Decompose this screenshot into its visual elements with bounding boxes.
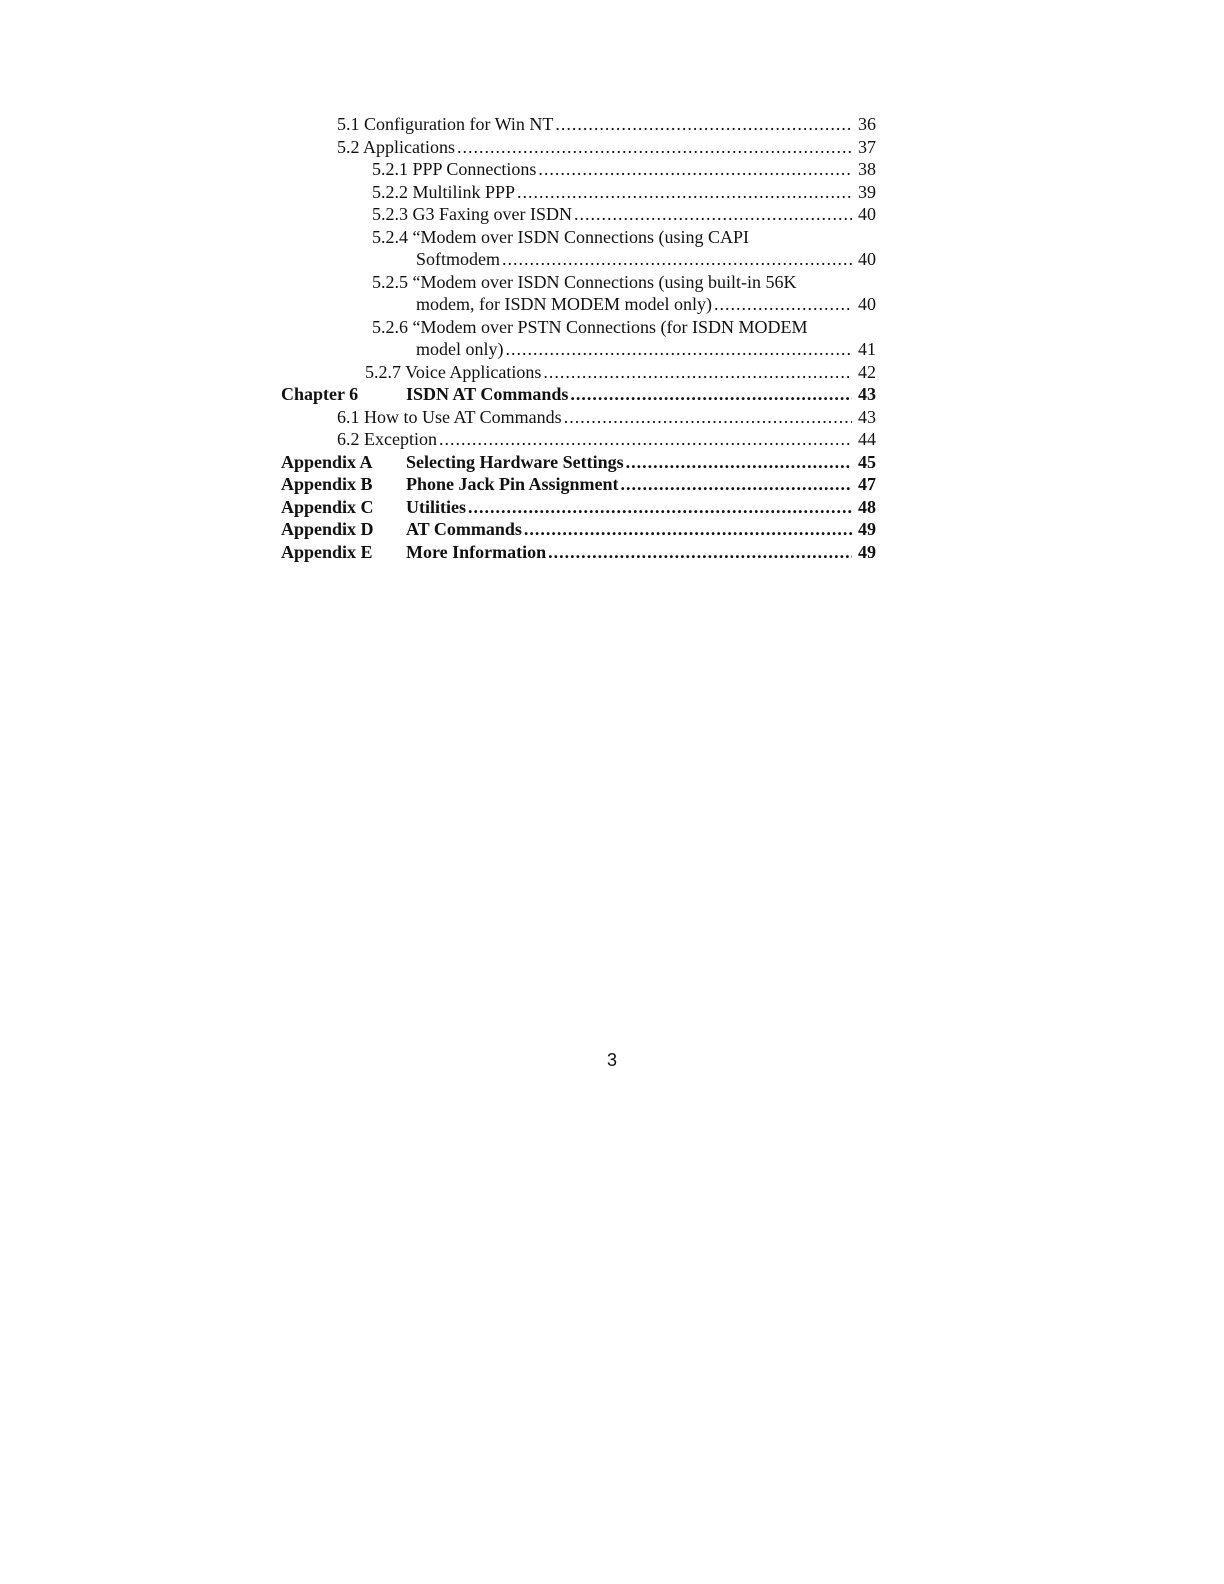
toc-entry-title: 5.2.6 “Modem over PSTN Connections (for ISDN MODEM [372, 316, 808, 337]
dot-leader [439, 428, 852, 451]
toc-entry [281, 226, 876, 249]
dot-leader [555, 113, 852, 136]
toc-entry-title: Utilities [406, 496, 466, 517]
dot-leader [621, 473, 852, 496]
page-number: 3 [606, 1050, 617, 1070]
dot-leader [574, 203, 852, 226]
toc-entry-continuation [281, 293, 876, 316]
toc-entry-title: model only) [416, 339, 504, 359]
toc-appendix-entry [281, 541, 876, 564]
toc-appendix-entry [281, 518, 876, 541]
toc-entry-page: 39 [858, 181, 876, 202]
toc-appendix-entry [281, 496, 876, 519]
dot-leader [506, 338, 853, 361]
toc-entry-title: Softmodem [416, 249, 500, 269]
dot-leader [570, 383, 852, 406]
toc-entry-title: 5.2 Applications [337, 136, 455, 157]
toc-entry [281, 158, 876, 181]
toc-appendix-label: Appendix C [281, 496, 374, 517]
dot-leader [517, 181, 852, 204]
toc-entry-title: 6.1 How to Use AT Commands [337, 406, 562, 427]
toc-appendix-entry [281, 451, 876, 474]
toc-entry-title: Selecting Hardware Settings [406, 451, 624, 472]
toc-entry [281, 428, 876, 451]
toc-entry [281, 203, 876, 226]
toc-entry-page: 43 [858, 384, 876, 404]
toc-appendix-entry [281, 473, 876, 496]
dot-leader [714, 293, 852, 316]
toc-entry [281, 136, 876, 159]
toc-entry-title: Phone Jack Pin Assignment [406, 474, 619, 494]
toc-chapter-entry [281, 383, 876, 406]
toc-entry-continuation [281, 338, 876, 361]
toc-entry-page: 44 [858, 429, 876, 449]
toc-entry-title: More Information [406, 541, 547, 562]
toc-entry-page: 37 [858, 136, 876, 157]
toc-appendix-label: Appendix B [281, 474, 373, 494]
toc-entry-title: 5.2.5 “Modem over ISDN Connections (using built-in 56K [372, 271, 797, 292]
table-of-contents [281, 113, 876, 563]
dot-leader [548, 541, 852, 564]
toc-entry [281, 113, 876, 136]
toc-entry [281, 361, 876, 384]
toc-entry [281, 271, 876, 294]
dot-leader [468, 496, 852, 519]
toc-entry [281, 316, 876, 339]
dot-leader [564, 406, 852, 429]
toc-entry-page: 42 [858, 361, 876, 382]
toc-entry-page: 38 [858, 159, 876, 179]
toc-entry [281, 406, 876, 429]
toc-entry-page: 36 [858, 114, 876, 134]
toc-appendix-label: Appendix A [281, 451, 373, 472]
dot-leader [543, 361, 852, 384]
dot-leader [457, 136, 852, 159]
toc-entry-title: 6.2 Exception [337, 429, 437, 449]
toc-entry-page: 40 [858, 204, 876, 224]
toc-entry-page: 43 [858, 406, 876, 427]
toc-entry-title: 5.2.3 G3 Faxing over ISDN [372, 204, 572, 224]
toc-entry-title: 5.2.2 Multilink PPP [372, 181, 516, 202]
toc-entry [281, 181, 876, 204]
toc-entry-title: 5.2.7 Voice Applications [365, 361, 542, 382]
toc-entry-page: 48 [858, 496, 876, 517]
toc-entry-title: 5.2.1 PPP Connections [372, 159, 537, 179]
toc-entry-page: 45 [858, 451, 876, 472]
toc-entry-title: ISDN AT Commands [406, 384, 569, 404]
dot-leader [524, 518, 852, 541]
toc-appendix-label: Appendix D [281, 519, 374, 539]
toc-entry-page: 40 [858, 294, 876, 314]
toc-entry-page: 40 [858, 249, 876, 269]
toc-entry-title: modem, for ISDN MODEM model only) [416, 294, 712, 314]
dot-leader [502, 248, 852, 271]
dot-leader [538, 158, 852, 181]
toc-entry-page: 49 [858, 519, 876, 539]
toc-entry-title: 5.2.4 “Modem over ISDN Connections (using CAPI [372, 226, 749, 247]
toc-chapter-label: Chapter 6 [281, 384, 359, 404]
toc-appendix-label: Appendix E [281, 541, 373, 562]
toc-entry-page: 47 [858, 474, 876, 494]
toc-entry-page: 49 [858, 541, 876, 562]
toc-entry-title: 5.1 Configuration for Win NT [337, 114, 554, 134]
toc-entry-title: AT Commands [406, 519, 522, 539]
toc-entry-page: 41 [858, 339, 876, 359]
dot-leader [626, 451, 852, 474]
toc-entry-continuation [281, 248, 876, 271]
